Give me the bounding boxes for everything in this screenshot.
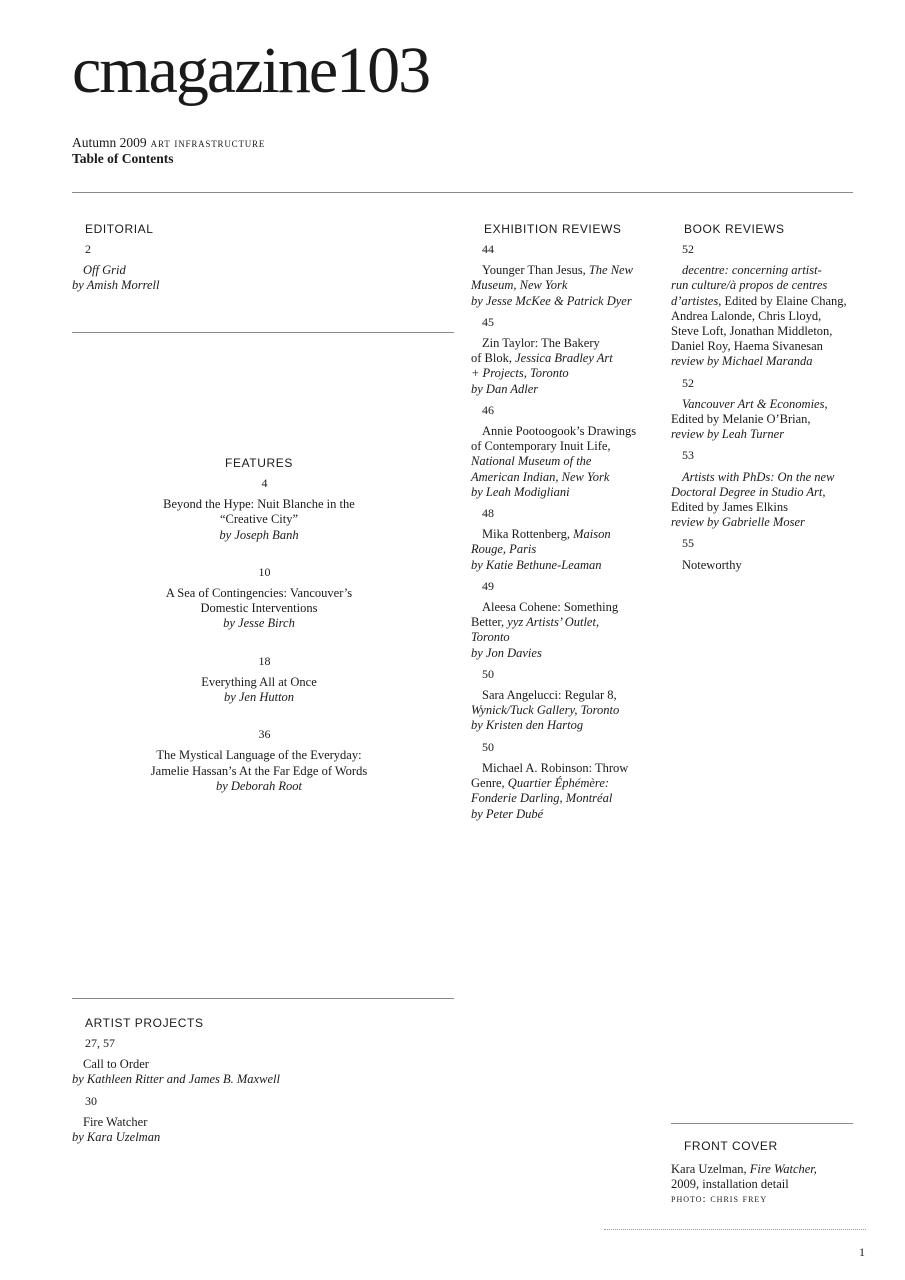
features-heading: FEATURES [225, 456, 293, 470]
photo-credit: photo: chris frey [671, 1193, 768, 1206]
issue-theme: art infrastructure [150, 136, 266, 150]
artist-project-entry[interactable]: Fire Watcher by Kara Uzelman [72, 1114, 161, 1145]
issue-info [72, 135, 265, 167]
artist-project-entry[interactable]: Call to Order by Kathleen Ritter and James B. Maxwell [72, 1057, 280, 1087]
editorial-section [72, 222, 160, 294]
exhibition-entry[interactable]: Sara Angelucci: Regular 8, Wynick/Tuck Gallery, Toronto by Kristen den Hartog [471, 688, 620, 733]
feature-item[interactable] [104, 476, 414, 543]
book-page: 53 [682, 448, 694, 463]
feature-page: 4 [261, 476, 268, 490]
editorial-title: Off Grid [83, 263, 126, 278]
features-section [104, 456, 414, 816]
editorial-heading: EDITORIAL [85, 222, 154, 236]
page-number: 1 [859, 1245, 865, 1259]
exhibition-entry[interactable]: Younger Than Jesus, The New Museum, New York by Jesse McKee & Patrick Dyer [471, 263, 633, 308]
exhibition-entry[interactable]: Aleesa Cohene: Something Better, yyz Artists’ Outlet, Toronto by Jon Davies [471, 600, 619, 660]
front-cover-heading: FRONT COVER [684, 1139, 778, 1153]
feature-title-cont: “Creative City” [219, 512, 299, 527]
book-entry[interactable]: decentre: concerning artist- run culture/à propos de centres d’artistes, Edited by Elaine Chang, Andrea Lalonde, Chris Lloyd, Steve Loft, Jonathan Middleton, Daniel Roy, Haema Sivanesan review by Michael Maranda [671, 263, 847, 369]
book-entry[interactable]: Noteworthy [682, 557, 742, 572]
editorial-page: 2 [85, 242, 91, 256]
feature-title: Everything All at Once [201, 674, 317, 689]
exhibition-page: 50 [482, 739, 494, 754]
toc-title: Table of Contents [72, 151, 174, 166]
feature-page: 36 [258, 727, 271, 742]
issue-season: Autumn 2009 [72, 135, 147, 150]
feature-title: A Sea of Contingencies: Vancouver’s [165, 586, 353, 601]
feature-byline: by Jen Hutton [223, 690, 295, 705]
artist-projects-section [72, 1016, 280, 1145]
feature-page: 10 [258, 564, 271, 579]
feature-title-cont: Domestic Interventions [200, 601, 318, 616]
exhibition-page: 50 [482, 666, 494, 681]
exhibition-page: 48 [482, 506, 494, 521]
exhibition-page: 45 [482, 314, 494, 329]
editorial-divider [72, 332, 454, 333]
feature-title: The Mystical Language of the Everyday: [156, 748, 362, 763]
front-cover-divider [671, 1123, 853, 1124]
artist-project-page: 30 [85, 1093, 97, 1108]
exhibition-entry[interactable]: Zin Taylor: The Bakery of Blok, Jessica Bradley Art + Projects, Toronto by Dan Adler [471, 336, 613, 396]
book-page: 52 [682, 242, 694, 256]
top-divider [72, 192, 853, 193]
feature-byline: by Deborah Root [215, 778, 303, 793]
book-heading: BOOK REVIEWS [684, 222, 785, 236]
front-cover-section: FRONT COVER Kara Uzelman, Fire Watcher, 2009, installation detail photo: chris frey [671, 1139, 817, 1208]
exhibition-reviews-section [471, 222, 636, 822]
feature-byline: by Joseph Banh [219, 527, 299, 542]
book-page: 52 [682, 375, 694, 390]
feature-item[interactable] [104, 727, 414, 794]
feature-page: 18 [258, 653, 271, 668]
footer-dotted-rule [604, 1229, 866, 1230]
artist-projects-divider [72, 998, 454, 999]
exhibition-page: 49 [482, 578, 494, 593]
exhibition-page: 46 [482, 402, 494, 417]
book-reviews-section [671, 222, 847, 573]
editorial-byline: by Amish Morrell [72, 278, 160, 293]
exhibition-entry[interactable]: Michael A. Robinson: Throw Genre, Quartier Éphémère: Fonderie Darling, Montréal by Peter Dubé [471, 760, 629, 821]
book-entry[interactable]: Vancouver Art & Economies, Edited by Melanie O’Brian, review by Leah Turner [671, 396, 828, 442]
feature-item[interactable] [104, 654, 414, 706]
editorial-entry[interactable] [72, 263, 160, 293]
artist-projects-heading: ARTIST PROJECTS [85, 1016, 204, 1030]
feature-item[interactable] [104, 565, 414, 632]
feature-title: Beyond the Hype: Nuit Blanche in the [163, 497, 355, 512]
book-page: 55 [682, 536, 694, 551]
exhibition-entry[interactable]: Mika Rottenberg, Maison Rouge, Paris by Katie Bethune-Leaman [471, 527, 611, 572]
feature-byline: by Jesse Birch [223, 616, 295, 631]
exhibition-page: 44 [482, 242, 494, 256]
exhibition-heading: EXHIBITION REVIEWS [484, 222, 622, 236]
book-entry[interactable]: Artists with PhDs: On the new Doctoral Degree in Studio Art, Edited by James Elkins review by Gabrielle Moser [671, 469, 835, 530]
exhibition-entry[interactable]: Annie Pootoogook’s Drawings of Contemporary Inuit Life, National Museum of the American Indian, New York by Leah Modigliani [471, 424, 637, 499]
magazine-logo: cmagazine103 [72, 34, 430, 107]
feature-title-cont: Jamelie Hassan’s At the Far Edge of Words [150, 763, 368, 778]
artist-project-page: 27, 57 [85, 1036, 115, 1050]
